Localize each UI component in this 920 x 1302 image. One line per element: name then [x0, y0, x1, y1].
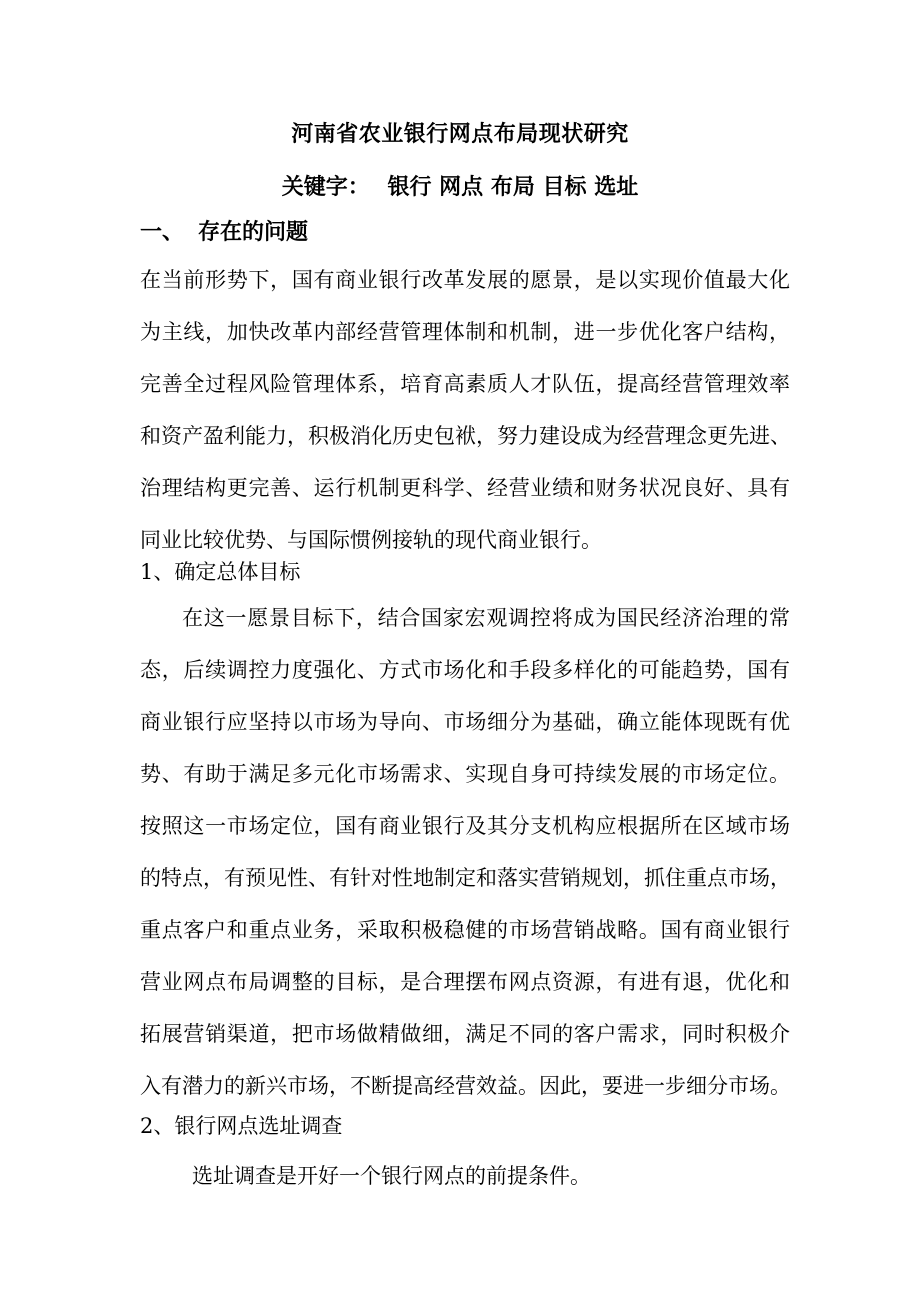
- paragraph-line: 商业银行应坚持以市场为导向、市场细分为基础，确立能体现既有优: [140, 710, 790, 734]
- paragraph-line: 在当前形势下，国有商业银行改革发展的愿景，是以实现价值最大化: [140, 268, 790, 292]
- section-number: 一、: [140, 219, 185, 245]
- paragraph-line: 按照这一市场定位，国有商业银行及其分支机构应根据所在区域市场: [140, 814, 790, 838]
- section-title: 存在的问题: [198, 219, 309, 245]
- paragraph-line: 在这一愿景目标下，结合国家宏观调控将成为国民经济治理的常: [182, 606, 790, 630]
- section-heading: [140, 216, 308, 248]
- paragraph-line: 重点客户和重点业务，采取积极稳健的市场营销战略。国有商业银行: [140, 918, 790, 942]
- paragraph-line: 完善全过程风险管理体系，培育高素质人才队伍，提高经营管理效率: [140, 372, 790, 396]
- paragraph-line: 态，后续调控力度强化、方式市场化和手段多样化的可能趋势，国有: [140, 658, 790, 682]
- paragraph-line: 营业网点布局调整的目标，是合理摆布网点资源，有进有退，优化和: [140, 970, 790, 994]
- paragraph-line: 治理结构更完善、运行机制更科学、经营业绩和财务状况良好、具有: [140, 476, 790, 500]
- subsection-heading: 1、确定总体目标: [140, 560, 301, 584]
- keyword: 银行: [387, 174, 432, 200]
- keyword: 选址: [594, 174, 639, 200]
- paragraph-line: 势、有助于满足多元化市场需求、实现自身可持续发展的市场定位。: [140, 762, 790, 786]
- keyword: 网点: [439, 174, 484, 200]
- paragraph-line: 选址调查是开好一个银行网点的前提条件。: [192, 1164, 591, 1188]
- paragraph-line: 和资产盈利能力，积极消化历史包袱，努力建设成为经营理念更先进、: [140, 424, 791, 448]
- keywords-line: [0, 171, 920, 203]
- subsection-heading: 2、银行网点选址调查: [140, 1114, 343, 1138]
- keyword: 布局: [490, 174, 535, 200]
- paragraph-line: 同业比较优势、与国际惯例接轨的现代商业银行。: [140, 528, 602, 552]
- document-title: 河南省农业银行网点布局现状研究: [291, 121, 629, 147]
- paragraph-line: 入有潜力的新兴市场，不断提高经营效益。因此，要进一步细分市场。: [140, 1074, 791, 1098]
- paragraph-line: 为主线，加快改革内部经营管理体制和机制，进一步优化客户结构，: [140, 320, 790, 344]
- paragraph-line: 的特点，有预见性、有针对性地制定和落实营销规划，抓住重点市场，: [140, 866, 791, 890]
- keywords-label: 关键字：: [281, 174, 370, 200]
- paragraph-line: 拓展营销渠道，把市场做精做细，满足不同的客户需求，同时积极介: [140, 1022, 790, 1046]
- keyword: 目标: [542, 174, 587, 200]
